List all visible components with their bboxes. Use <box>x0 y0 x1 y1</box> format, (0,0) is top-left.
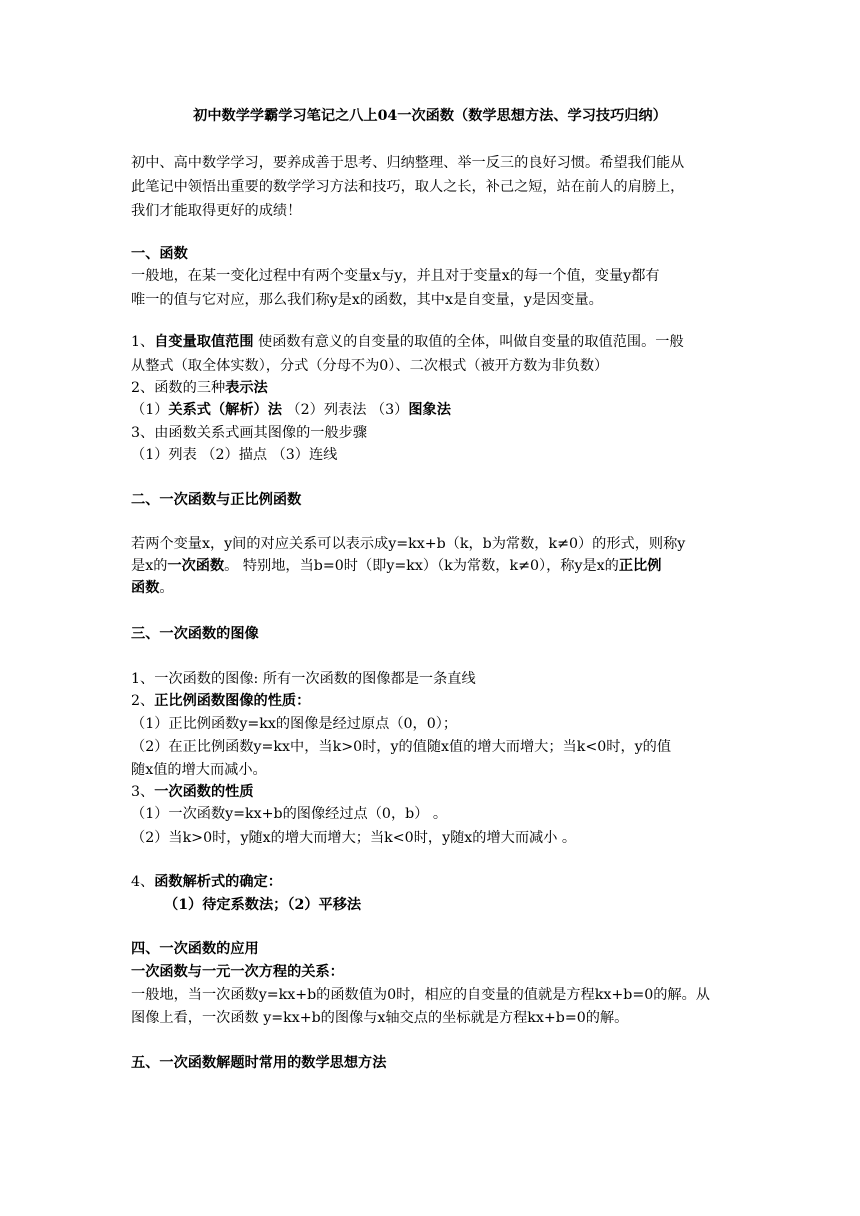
point-text: 2、函数的三种 <box>131 380 226 396</box>
equation-relation-line-2: 图像上看，一次函数 y=kx+b的图像与x轴交点的坐标就是方程kx+b=0的解。 <box>131 1010 629 1026</box>
graph-steps: （1）列表 （2）描点 （3）连线 <box>131 447 338 463</box>
section-3-heading: 三、一次函数的图像 <box>131 626 259 642</box>
linear-function-definition-line-2: 是x的一次函数。 特别地，当b=0时（即y=kx）（k为常数，k≠0），称y是x的正比例 <box>131 558 662 574</box>
proportional-property-2-line-2: 随x值的增大而减小。 <box>131 762 267 778</box>
section-4-heading: 四、一次函数的应用 <box>131 941 259 957</box>
point-number: 1、 <box>131 334 155 350</box>
document-title: 初中数学学霸学习笔记之八上04一次函数（数学思想方法、学习技巧归纳） <box>193 108 667 124</box>
linear-property-1: （1）一次函数y=kx+b的图像经过点（0，b） 。 <box>131 806 448 822</box>
function-definition-line-1: 一般地，在某一变化过程中有两个变量x与y，并且对于变量x的每一个值，变量y都有 <box>131 268 660 284</box>
representation-methods: （1）关系式（解析）法 （2）列表法 （3）图象法 <box>131 402 451 418</box>
proportional-property-2-line-1: （2）在正比例函数y=kx中，当k>0时，y的值随x值的增大而增大；当k<0时，y的值 <box>131 739 672 755</box>
linear-property-2: （2）当k>0时，y随x的增大而增大；当k<0时，y随x的增大而减小 。 <box>131 830 577 846</box>
section-5-heading: 五、一次函数解题时常用的数学思想方法 <box>131 1055 387 1071</box>
expression-determination-methods: （1）待定系数法；（2）平移法 <box>164 897 362 913</box>
graph-fact: 1、一次函数的图像: 所有一次函数的图像都是一条直线 <box>131 671 476 687</box>
proportional-properties-heading: 2、正比例函数图像的性质： <box>131 693 311 709</box>
intro-line-1: 初中、高中数学学习，要养成善于思考、归纳整理、举一反三的良好习惯。希望我们能从 <box>131 155 685 171</box>
domain-paragraph-line-1 <box>131 332 684 352</box>
proportional-property-1: （1）正比例函数y=kx的图像是经过原点（0，0）； <box>131 716 458 732</box>
equation-relation-heading: 一次函数与一元一次方程的关系： <box>131 964 344 980</box>
linear-function-definition-line-1: 若两个变量x，y间的对应关系可以表示成y=kx+b（k，b为常数，k≠0）的形式，则称y <box>131 536 686 552</box>
graph-steps-heading: 3、由函数关系式画其图像的一般步骤 <box>131 425 368 441</box>
representation-term: 表示法 <box>225 380 268 396</box>
linear-properties-heading: 3、一次函数的性质 <box>131 784 254 800</box>
section-2-heading: 二、一次函数与正比例函数 <box>131 492 302 508</box>
domain-term: 自变量取值范围 <box>154 334 254 350</box>
function-definition-line-2: 唯一的值与它对应，那么我们称y是x的函数，其中x是自变量，y是因变量。 <box>131 292 603 308</box>
linear-function-definition-line-3: 函数。 <box>131 580 174 596</box>
proportional-function-term: 正比例 <box>618 558 662 574</box>
analytic-method: 关系式（解析）法 <box>168 402 282 418</box>
domain-description: 使函数有意义的自变量的取值的全体，叫做自变量的取值范围。一般 <box>253 334 684 350</box>
intro-line-2: 此笔记中领悟出重要的数学学习方法和技巧，取人之长，补己之短，站在前人的肩膀上， <box>131 179 685 195</box>
section-1-heading: 一、函数 <box>131 246 188 262</box>
linear-function-term: 一次函数 <box>167 558 225 574</box>
representation-heading <box>131 378 268 398</box>
equation-relation-line-1: 一般地，当一次函数y=kx+b的函数值为0时，相应的自变量的值就是方程kx+b=0的解。从 <box>131 987 710 1003</box>
intro-line-3: 我们才能取得更好的成绩！ <box>131 203 302 219</box>
domain-paragraph-line-2: 从整式（取全体实数），分式（分母不为0）、二次根式（被开方数为非负数） <box>131 358 609 374</box>
expression-determination-heading: 4、函数解析式的确定： <box>131 874 282 890</box>
graph-method: 图象法 <box>408 402 451 418</box>
